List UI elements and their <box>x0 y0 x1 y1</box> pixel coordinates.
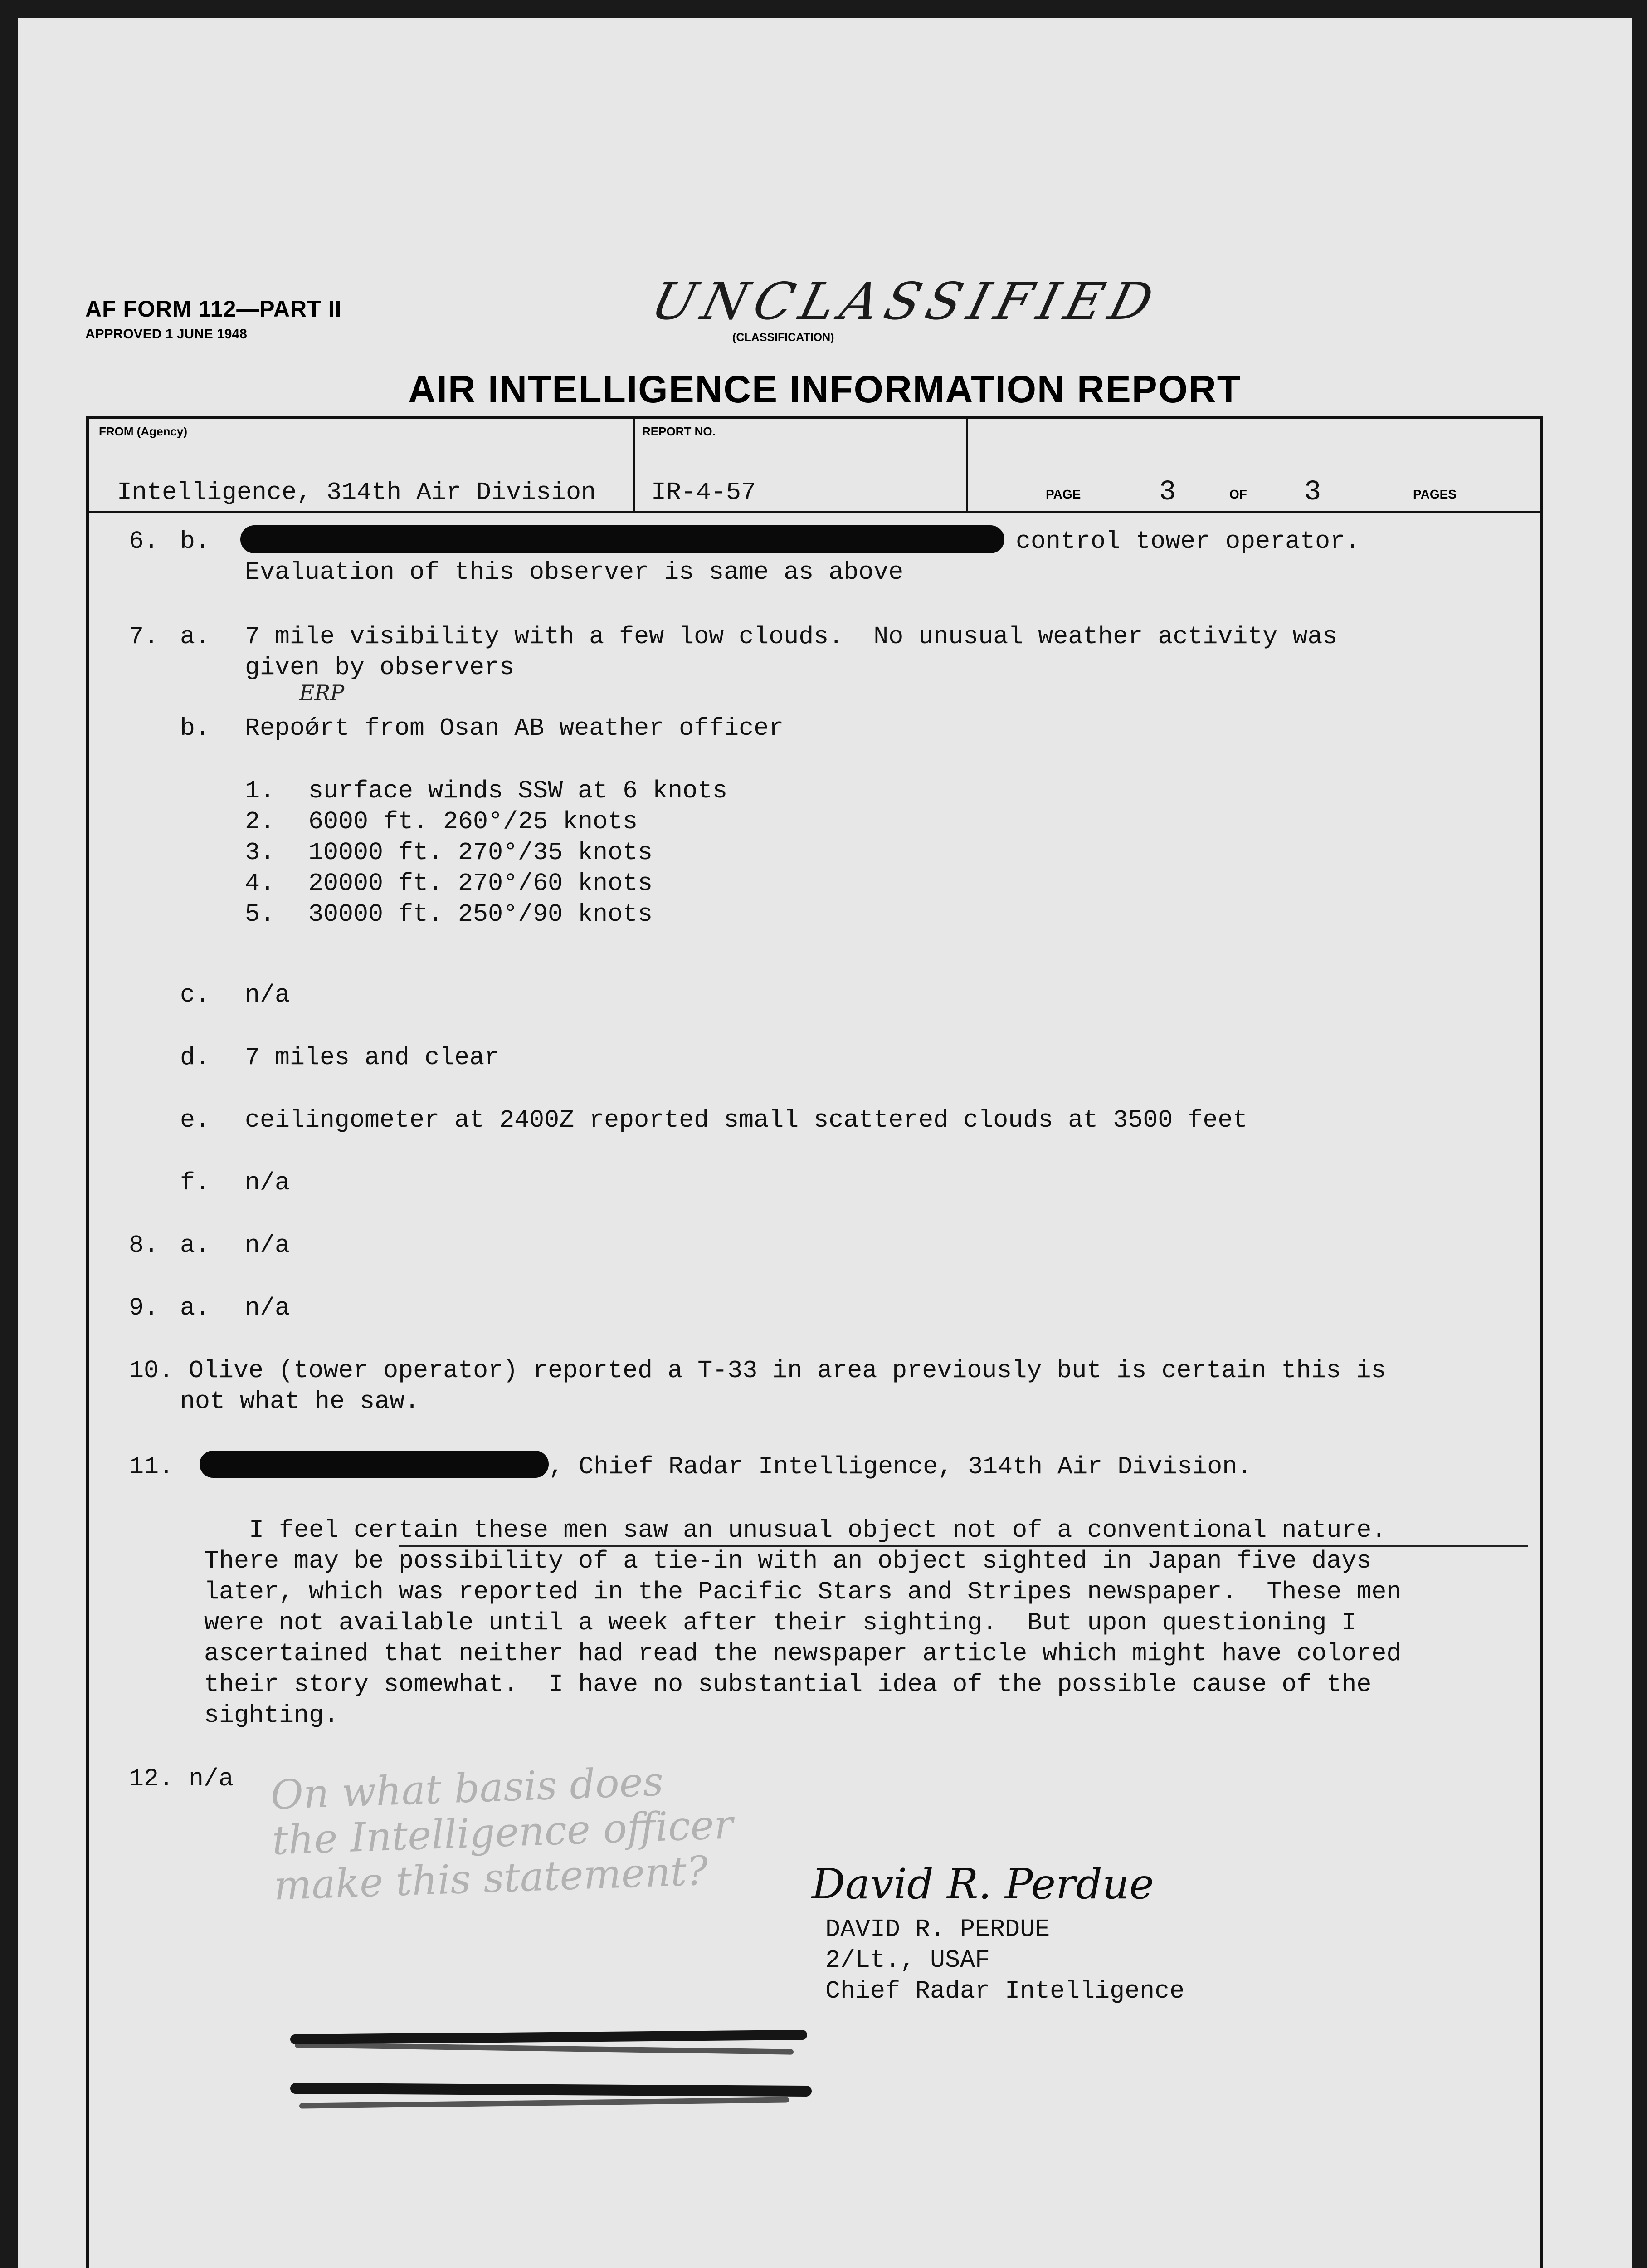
wind-num-4: 4. <box>245 869 275 898</box>
item10-line2: not what he saw. <box>180 1387 420 1416</box>
item11-para-line4: were not available until a week after their sighting. But upon questioning I <box>204 1608 1357 1637</box>
wind-text-3: 10000 ft. 270°/35 knots <box>308 838 653 867</box>
item7f-text: n/a <box>245 1168 290 1197</box>
document-page <box>18 18 1632 2268</box>
item6b-text: control tower operator. <box>1016 527 1360 556</box>
item10-line1: 10. Olive (tower operator) reported a T-33 in area previously but is certain this is <box>129 1356 1386 1385</box>
page-label: PAGE <box>1046 487 1081 501</box>
item11-para-line3: later, which was reported in the Pacific Stars and Stripes newspaper. These men <box>204 1578 1402 1606</box>
redaction-bar <box>240 525 1004 553</box>
classification-label-top: (CLASSIFICATION) <box>732 331 834 344</box>
wind-text-4: 20000 ft. 270°/60 knots <box>308 869 653 898</box>
signer-rank: 2/Lt., USAF <box>825 1946 990 1975</box>
wind-text-2: 6000 ft. 260°/25 knots <box>308 807 638 836</box>
signer-role: Chief Radar Intelligence <box>825 1977 1185 2005</box>
wind-num-1: 1. <box>245 777 275 805</box>
item6b-letter: b. <box>180 527 210 556</box>
signer-name: DAVID R. PERDUE <box>825 1915 1050 1944</box>
item11-text: , Chief Radar Intelligence, 314th Air Division. <box>549 1452 1252 1481</box>
report-title: AIR INTELLIGENCE INFORMATION REPORT <box>408 368 1242 411</box>
item9a-text: n/a <box>245 1294 290 1322</box>
item7c-text: n/a <box>245 981 290 1009</box>
item7b-correction: ERP <box>299 680 345 705</box>
item8a-letter: a. <box>180 1231 210 1260</box>
item7d-text: 7 miles and clear <box>245 1043 500 1072</box>
item6-number: 6. <box>129 527 159 556</box>
classification-stamp-top: UNCLASSIFIED <box>645 272 1166 331</box>
page-value: 3 <box>1159 476 1176 508</box>
wind-text-1: surface winds SSW at 6 knots <box>308 777 728 805</box>
item7c-letter: c. <box>180 981 210 1009</box>
item7e-text: ceilingometer at 2400Z reported small scattered clouds at 3500 feet <box>245 1106 1248 1134</box>
item8a-text: n/a <box>245 1231 290 1260</box>
item8-number: 8. <box>129 1231 159 1260</box>
pages-label: PAGES <box>1413 487 1457 501</box>
item7e-letter: e. <box>180 1106 210 1134</box>
wind-num-5: 5. <box>245 900 275 929</box>
item7a-line2: given by observers <box>245 653 515 682</box>
item7a-line1: 7 mile visibility with a few low clouds. No unusual weather activity was <box>245 622 1338 651</box>
item6b-line2: Evaluation of this observer is same as above <box>245 558 904 587</box>
item7b-letter: b. <box>180 714 210 743</box>
item7f-letter: f. <box>180 1168 210 1197</box>
form-id: AF FORM 112—PART II <box>85 296 342 322</box>
of-label: OF <box>1229 487 1247 501</box>
item11-para-line1: I feel certain these men saw an unusual object not of a conventional nature. <box>204 1516 1387 1545</box>
from-value: Intelligence, 314th Air Division <box>117 478 596 507</box>
item11-para-line5: ascertained that neither had read the newspaper article which might have colored <box>204 1639 1402 1668</box>
item9-number: 9. <box>129 1294 159 1322</box>
handwritten-note: On what basis does the Intelligence officer make this statement? <box>270 1758 734 1909</box>
from-label: FROM (Agency) <box>99 425 187 438</box>
redaction-bar <box>200 1451 549 1478</box>
report-no-value: IR-4-57 <box>651 478 756 507</box>
item9a-letter: a. <box>180 1294 210 1322</box>
item11-para-line6: their story somewhat. I have no substantial idea of the possible cause of the <box>204 1670 1372 1699</box>
item7d-letter: d. <box>180 1043 210 1072</box>
signature-script: David R. Perdue <box>812 1860 1154 1908</box>
approved-date: APPROVED 1 JUNE 1948 <box>85 327 247 342</box>
item11-para-line2: There may be possibility of a tie-in with an object sighted in Japan five days <box>204 1547 1372 1575</box>
item12-text: 12. n/a <box>129 1765 234 1793</box>
report-no-label: REPORT NO. <box>642 425 716 438</box>
wind-num-3: 3. <box>245 838 275 867</box>
item7a-letter: a. <box>180 622 210 651</box>
item11-number: 11. <box>129 1452 174 1481</box>
of-value: 3 <box>1304 476 1321 508</box>
wind-text-5: 30000 ft. 250°/90 knots <box>308 900 653 929</box>
item7b-text: Repoǿrt from Osan AB weather officer <box>245 714 784 743</box>
wind-num-2: 2. <box>245 807 275 836</box>
item11-para-line7: sighting. <box>204 1701 339 1730</box>
item7-number: 7. <box>129 622 159 651</box>
